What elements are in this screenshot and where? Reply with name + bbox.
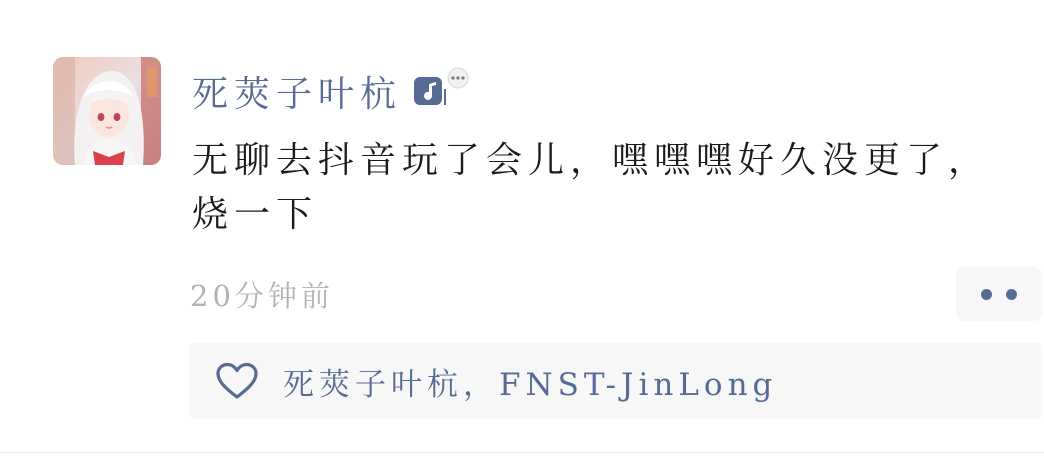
avatar[interactable]: [53, 57, 161, 165]
post-timestamp: 20分钟前: [190, 279, 334, 313]
username-link[interactable]: 死莢子叶杭: [192, 73, 403, 115]
avatar-image: [53, 57, 161, 165]
likes-panel: [189, 343, 1042, 419]
divider: [0, 452, 1044, 453]
more-dot-icon: [1006, 289, 1017, 300]
heart-icon: [215, 362, 259, 400]
post-header: [192, 64, 472, 118]
more-button[interactable]: [956, 267, 1042, 321]
music-note-status-icon[interactable]: [412, 67, 472, 115]
more-dot-icon: [981, 289, 992, 300]
post-text: 无聊去抖音玩了会儿，嘿嘿嘿好久没更了，烧一下: [192, 140, 991, 235]
likes-names[interactable]: 死莢子叶杭，FNST-JinLong: [283, 366, 778, 403]
